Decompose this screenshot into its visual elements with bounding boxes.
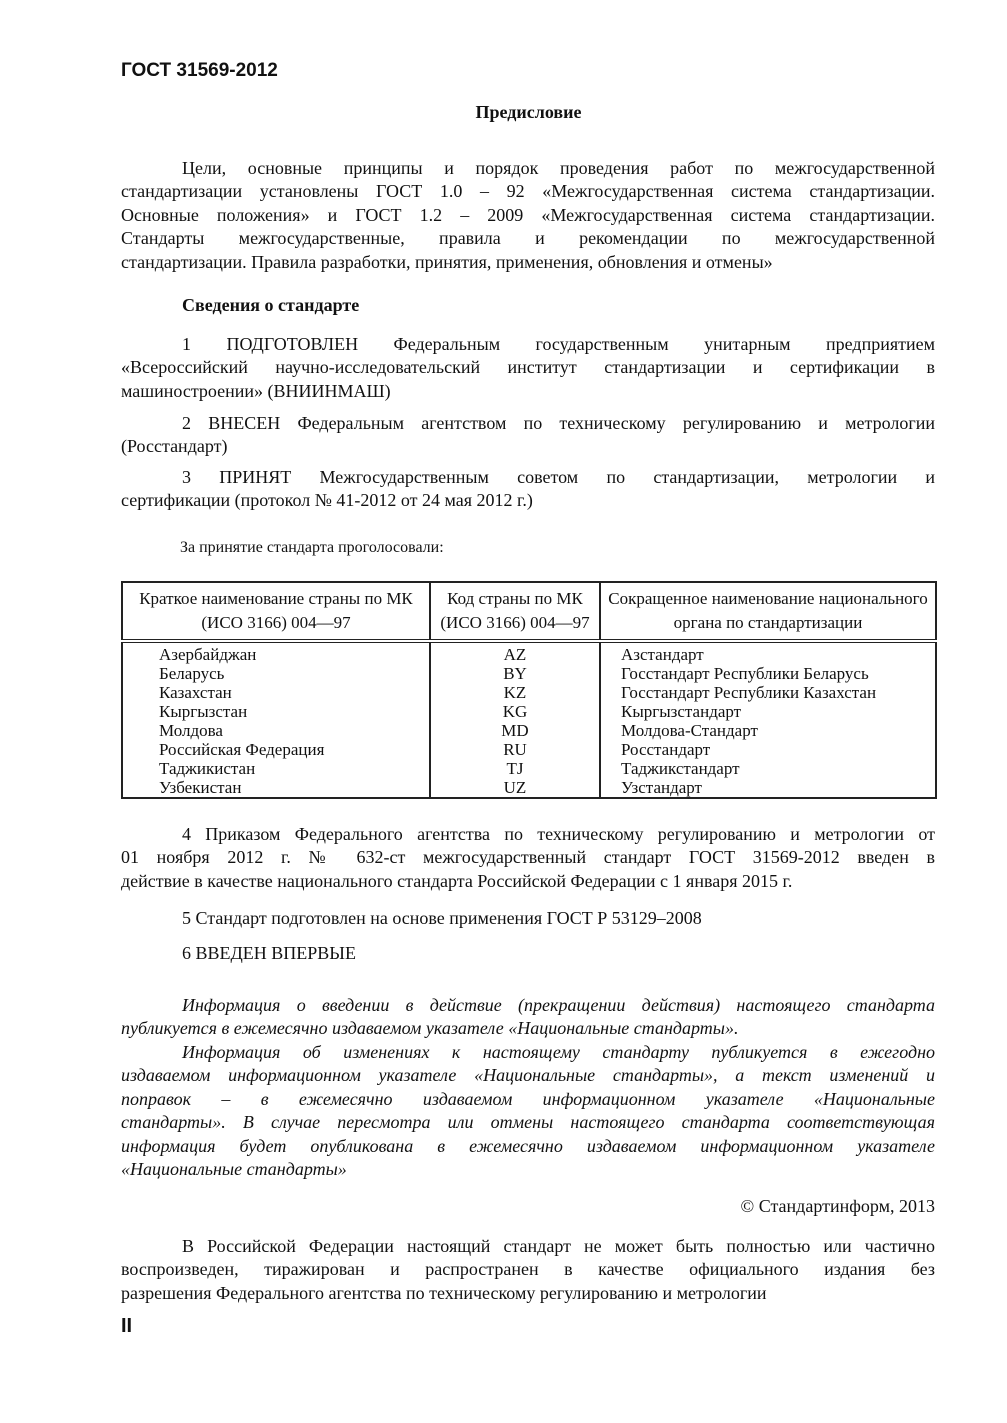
text-line: стандартизации. Правила разработки, принятия, применения, обновления и отмены» (121, 251, 773, 272)
standards-body-cell: Госстандарт Республики Беларусь (600, 664, 936, 683)
text-line: поправок – в ежемесячно издаваемом информационном указателе «Национальные (121, 1088, 935, 1109)
text-line: 01 ноября 2012 г. № 632-ст межгосударственный стандарт ГОСТ 31569-2012 введен в (121, 847, 935, 868)
standards-body-cell: Узстандарт (600, 778, 936, 798)
text-line: стандартизации установлены ГОСТ 1.0 – 92 «Межгосударственная система стандартизации. (121, 181, 935, 202)
country-name-cell: Молдова (122, 721, 430, 740)
item-5-basis: 5 Стандарт подготовлен на основе применения ГОСТ Р 53129–2008 (182, 908, 702, 928)
item-4-order (121, 823, 935, 893)
text-line: действие в качестве национального стандарта Российской Федерации с 1 января 2015 г. (121, 870, 793, 891)
notice-paragraph-2 (121, 1041, 935, 1181)
country-name-cell: Таджикистан (122, 759, 430, 778)
text-line: сертификации (протокол № 41-2012 от 24 мая 2012 г.) (121, 490, 533, 511)
country-name-cell: Узбекистан (122, 778, 430, 798)
text-line: издаваемом информационном указателе «Национальные стандарты», а текст изменений и (121, 1065, 935, 1086)
country-name-cell: Казахстан (122, 683, 430, 702)
text-line: 3 ПРИНЯТ Межгосударственным советом по стандартизации, метрологии и (182, 467, 935, 487)
standard-info-heading: Сведения о стандарте (182, 295, 360, 315)
text-line: Информация об изменениях к настоящему стандарту публикуется в ежегодно (182, 1042, 935, 1062)
vote-note: За принятие стандарта проголосовали: (180, 539, 444, 556)
text-line: машиностроении» (ВНИИНМАШ) (121, 380, 391, 401)
countries-table (121, 581, 937, 799)
text-line: (Росстандарт) (121, 436, 228, 457)
page-number: II (121, 1315, 133, 1337)
text-line: стандарты». В случае пересмотра или отмены настоящего стандарта соответствующая (121, 1112, 935, 1133)
table-row (122, 683, 936, 702)
text-line: информация будет опубликована в ежемесячно издаваемом информационном указателе (121, 1135, 935, 1156)
text-line: воспроизведен, тиражирован и распространен в качестве официального издания без (121, 1259, 935, 1280)
country-name-cell: Азербайджан (122, 641, 430, 664)
header-standards-body: Сокращенное наименование национального органа по стандартизации (600, 582, 936, 641)
document-id-header: ГОСТ 31569-2012 (121, 60, 278, 81)
header-country-name: Краткое наименование страны по МК (ИСО 3166) 004—97 (122, 582, 430, 641)
country-code-cell: TJ (430, 759, 600, 778)
table-header-row (122, 582, 936, 641)
standards-body-cell: Госстандарт Республики Казахстан (600, 683, 936, 702)
country-code-cell: AZ (430, 641, 600, 664)
text-line: 1 ПОДГОТОВЛЕН Федеральным государственным унитарным предприятием (182, 334, 935, 354)
standards-body-cell: Росстандарт (600, 740, 936, 759)
text-line: В Российской Федерации настоящий стандарт не может быть полностью или частично (182, 1236, 935, 1256)
text-line: 2 ВНЕСЕН Федеральным агентством по техническому регулированию и метрологии (182, 413, 935, 433)
country-name-cell: Беларусь (122, 664, 430, 683)
item-1-prepared-by (121, 333, 935, 403)
table-row (122, 721, 936, 740)
standards-body-cell: Азстандарт (600, 641, 936, 664)
text-line: разрешения Федерального агентства по техническому регулированию и метрологии (121, 1282, 767, 1303)
text-line: Цели, основные принципы и порядок проведения работ по межгосударственной (182, 158, 935, 178)
country-code-cell: KZ (430, 683, 600, 702)
country-code-cell: BY (430, 664, 600, 683)
item-3-adopted-by (121, 466, 935, 513)
standards-body-cell: Кыргызстандарт (600, 702, 936, 721)
item-6-first-introduced: 6 ВВЕДЕН ВПЕРВЫЕ (182, 943, 356, 963)
standards-body-cell: Таджикстандарт (600, 759, 936, 778)
text-line: 4 Приказом Федерального агентства по техническому регулированию и метрологии от (182, 824, 935, 844)
country-code-cell: UZ (430, 778, 600, 798)
copyright-notice: © Стандартинформ, 2013 (740, 1196, 935, 1216)
preface-title: Предисловие (475, 102, 582, 122)
standards-body-cell: Молдова-Стандарт (600, 721, 936, 740)
text-line: публикуется в ежемесячно издаваемом указателе «Национальные стандарты». (121, 1018, 739, 1039)
country-code-cell: MD (430, 721, 600, 740)
table-row (122, 740, 936, 759)
notice-paragraph-1 (121, 994, 935, 1041)
table-row (122, 664, 936, 683)
table-row (122, 778, 936, 798)
country-code-cell: RU (430, 740, 600, 759)
table-row (122, 759, 936, 778)
text-line: Информация о введении в действие (прекращении действия) настоящего стандарта (182, 995, 935, 1015)
text-line: Стандарты межгосударственные, правила и рекомендации по межгосударственной (121, 228, 935, 249)
item-2-introduced-by (121, 412, 935, 459)
text-line: «Всероссийский научно-исследовательский институт стандартизации и сертификации в (121, 357, 935, 378)
country-name-cell: Кыргызстан (122, 702, 430, 721)
text-line: «Национальные стандарты» (121, 1159, 347, 1180)
text-line: Основные положения» и ГОСТ 1.2 – 2009 «Межгосударственная система стандартизации. (121, 204, 935, 225)
country-code-cell: KG (430, 702, 600, 721)
table-row (122, 641, 936, 664)
table-row (122, 702, 936, 721)
country-name-cell: Российская Федерация (122, 740, 430, 759)
header-country-code: Код страны по МК (ИСО 3166) 004—97 (430, 582, 600, 641)
preface-intro-paragraph (121, 157, 935, 274)
reproduction-notice (121, 1235, 935, 1305)
